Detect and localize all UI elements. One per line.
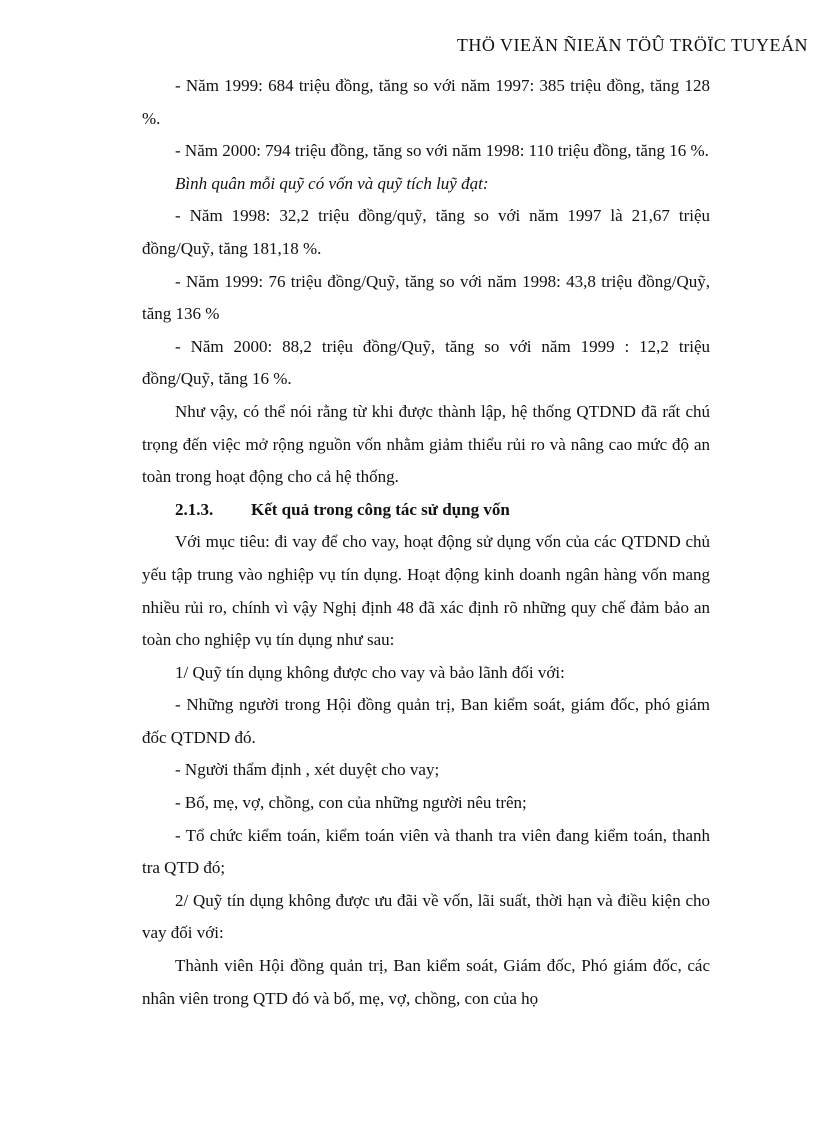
paragraph-rule-2: 2/ Quỹ tín dụng không được ưu đãi về vốn, lãi suất, thời hạn và điều kiện cho vay đối với: [142,890,710,943]
paragraph-conclusion: Như vậy, có thể nói rằng từ khi được thành lập, hệ thống QTDND đã rất chú trọng đến việc mở rộng nguồn vốn nhằm giảm thiểu rủi ro và nâng cao mức độ an toàn trong hoạt động cho cả hệ thống. [142,401,710,487]
paragraph-1998-average: - Năm 1998: 32,2 triệu đồng/quỹ, tăng so với năm 1997 là 21,67 triệu đồng/Quỹ, tăng 181,18 %. [142,206,710,258]
page-header: THÖ VIEÄN ÑIEÄN TÖÛ TRÖÏC TUYEÁN [456,35,808,55]
section-heading [142,494,710,527]
paragraph-rule-1-item-2: - Người thẩm định , xét duyệt cho vay; [175,760,440,780]
document-body [142,70,710,1015]
paragraph-rule-1-item-4: - Tổ chức kiểm toán, kiểm toán viên và thanh tra viên đang kiểm toán, thanh tra QTD đó; [142,825,710,878]
section-title: Kết quả trong công tác sử dụng vốn [251,499,510,519]
paragraph-objective: Với mục tiêu: đi vay để cho vay, hoạt động sử dụng vốn của các QTDND chủ yếu tập trung vào nghiệp vụ tín dụng. Hoạt động kinh doanh ngân hàng vốn mang nhiều rủi ro, chính vì vậy Nghị định 48 đã xác định rõ những quy chế đảm bảo an toàn cho nghiệp vụ tín dụng như sau: [142,532,710,650]
paragraph-1999-average: - Năm 1999: 76 triệu đồng/Quỹ, tăng so với năm 1998: 43,8 triệu đồng/Quỹ, tăng 136 % [142,271,710,324]
paragraph-1999-total: - Năm 1999: 684 triệu đồng, tăng so với năm 1997: 385 triệu đồng, tăng 128 %. [142,76,710,128]
section-number: 2.1.3. [175,499,214,519]
paragraph-2000-total: - Năm 2000: 794 triệu đồng, tăng so với năm 1998: 110 triệu đồng, tăng 16 %. [175,141,709,161]
paragraph-rule-1-item-1: - Những người trong Hội đồng quản trị, Ban kiểm soát, giám đốc, phó giám đốc QTDND đó. [142,695,710,747]
paragraph-2000-average: - Năm 2000: 88,2 triệu đồng/Quỹ, tăng so với năm 1999 : 12,2 triệu đồng/Quỹ, tăng 16 %. [142,336,710,389]
paragraph-rule-2-item: Thành viên Hội đồng quản trị, Ban kiểm soát, Giám đốc, Phó giám đốc, các nhân viên trong QTD đó và bố, mẹ, vợ, chồng, con của họ [142,956,710,1008]
paragraph-rule-1: 1/ Quỹ tín dụng không được cho vay và bảo lãnh đối với: [175,662,565,682]
paragraph-rule-1-item-3: - Bố, mẹ, vợ, chồng, con của những người nêu trên; [175,793,527,813]
paragraph-average-intro: Bình quân mỗi quỹ có vốn và quỹ tích luỹ đạt: [175,173,489,193]
